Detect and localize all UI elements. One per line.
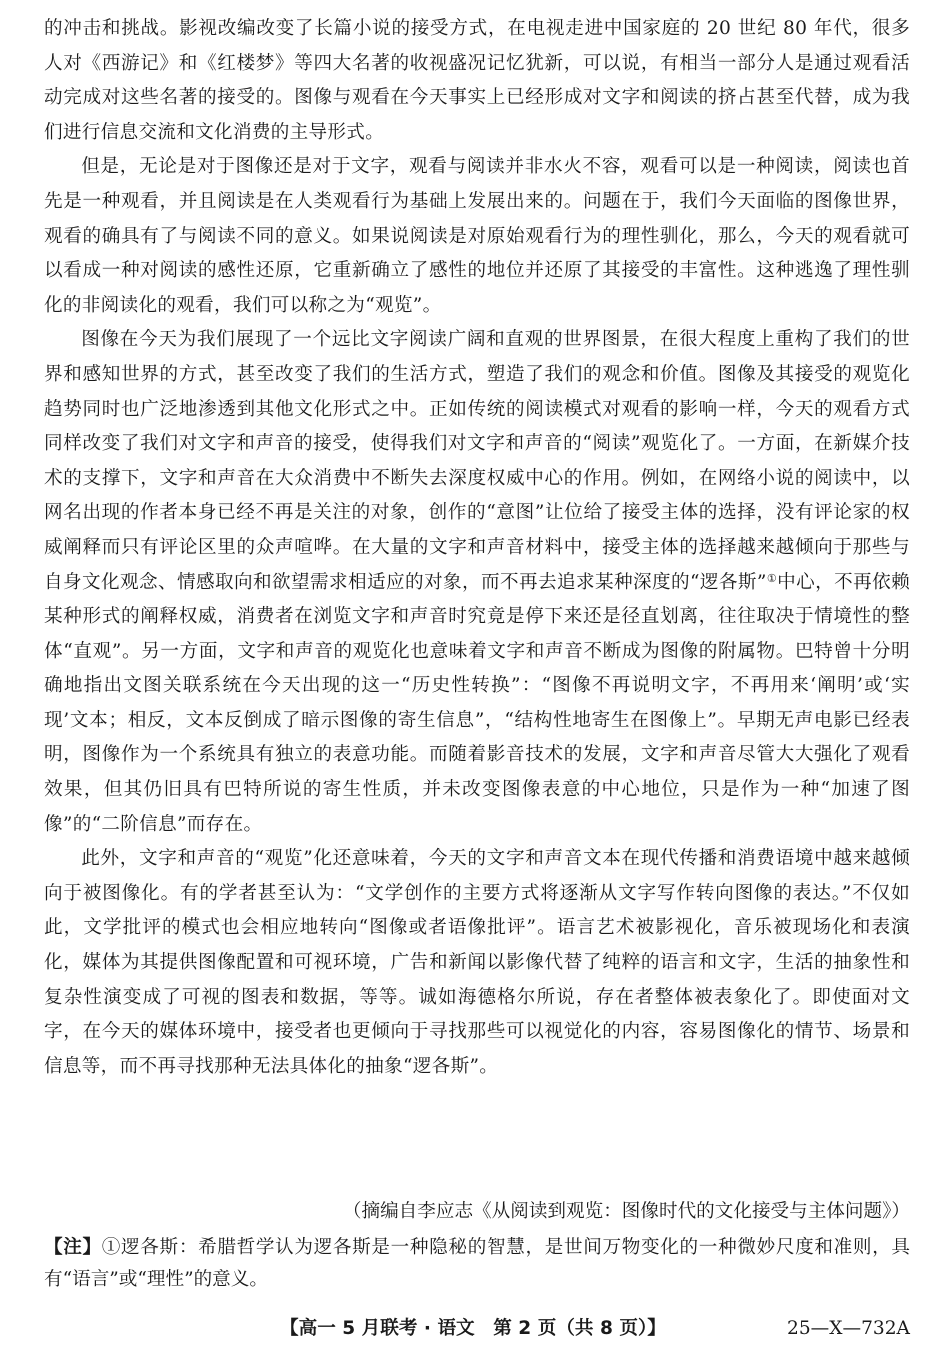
note-tag: 【注】 bbox=[44, 1237, 102, 1258]
source-citation: （摘编自李应志《从阅读到观览：图像时代的文化接受与主体问题》） bbox=[342, 1201, 910, 1222]
footnote bbox=[44, 1232, 910, 1296]
paragraph: 此外，文字和声音的“观览”化还意味着，今天的文字和声音文本在现代传播和消费语境中越来越倾向于被图像化。有的学者甚至认为：“文学创作的主要方式将逐渐从文字写作转向图像的表达。”不仅如此，文学批评的模式也会相应地转向“图像或者语像批评”。语言艺术被影视化，音乐被现场化和表演化，媒体为其提供图像配置和可视环境，广告和新闻以影像代替了纯粹的语言和文字，生活的抽象性和复杂性演变成了可视的图表和数据，等等。诚如海德格尔所说，存在者整体被表象化了。即使面对文字，在今天的媒体环境中，接受者也更倾向于寻找那些可以视觉化的内容，容易图像化的情节、场景和信息等，而不再寻找那种无法具体化的抽象“逻各斯”。 bbox=[44, 848, 910, 1077]
article-body bbox=[44, 12, 910, 1084]
footnote-marker: ① bbox=[766, 571, 778, 585]
paragraph bbox=[44, 323, 910, 842]
page-footer bbox=[0, 1312, 950, 1346]
paragraph-text: 图像在今天为我们展现了一个远比文字阅读广阔和直观的世界图景，在很大程度上重构了我们的世界和感知世界的方式，甚至改变了我们的生活方式，塑造了我们的观念和价值。图像及其接受的观览化趋势同时也广泛地渗透到其他文化形式之中。正如传统的阅读模式对观看的影响一样，今天的观看方式同样改变了我们对文字和声音的接受，使得我们对文字和声音的“阅读”观览化了。一方面，在新媒介技术的支撑下，文字和声音在大众消费中不断失去深度权威中心的作用。例如，在网络小说的阅读中，以网名出现的作者本身已经不再是关注的对象，创作的“意图”让位给了接受主体的选择，没有评论家的权威阐释而只有评论区里的众声喧哗。在大量的文字和声音材料中，接受主体的选择越来越倾向于那些与自身文化观念、情感取向和欲望需求相适应的对象，而不再去追求某种深度的“逻各斯” bbox=[44, 329, 910, 593]
paragraph: 但是，无论是对于图像还是对于文字，观看与阅读并非水火不容，观看可以是一种阅读，阅读也首先是一种观看，并且阅读是在人类观看行为基础上发展出来的。问题在于，我们今天面临的图像世界，观看的确具有了与阅读不同的意义。如果说阅读是对原始观看行为的理性驯化，那么，今天的观看就可以看成一种对阅读的感性还原，它重新确立了感性的地位并还原了其接受的丰富性。这种逃逸了理性驯化的非阅读化的观看，我们可以称之为“观览”。 bbox=[44, 156, 910, 316]
paragraph-text-continued: 中心，不再依赖某种形式的阐释权威，消费者在浏览文字和声音时究竟是停下来还是径直划离，往往取决于情境性的整体“直观”。另一方面，文字和声音的观览化也意味着文字和声音不断成为图像的附属物。巴特曾十分明确地指出文图关联系统在今天出现的这一“历史性转换”：“图像不再说明文字，不再用来‘阐明’或‘实现’文本；相反，文本反倒成了暗示图像的寄生信息”，“结构性地寄生在图像上”。早期无声电影已经表明，图像作为一个系统具有独立的表意功能。而随着影音技术的发展，文字和声音尽管大大强化了观看效果，但其仍旧具有巴特所说的寄生性质，并未改变图像表意的中心地位，只是作为一种“加速了图像”的“二阶信息”而存在。 bbox=[44, 571, 910, 835]
note-text: ①逻各斯：希腊哲学认为逻各斯是一种隐秘的智慧，是世间万物变化的一种微妙尺度和准则，具有“语言”或“理性”的意义。 bbox=[44, 1237, 910, 1290]
footer-page-info: 【高一 5 月联考 · 语文 第 2 页（共 8 页）】 bbox=[280, 1318, 666, 1339]
paragraph: 的冲击和挑战。影视改编改变了长篇小说的接受方式，在电视走进中国家庭的 20 世纪 80 年代，很多人对《西游记》和《红楼梦》等四大名著的收视盛况记忆犹新，可以说，有相当一部分人是通过观看活动完成对这些名著的接受的。图像与观看在今天事实上已经形成对文字和阅读的挤占甚至代替，成为我们进行信息交流和文化消费的主导形式。 bbox=[44, 18, 910, 143]
footer-exam-code: 25—X—732A bbox=[786, 1318, 910, 1339]
